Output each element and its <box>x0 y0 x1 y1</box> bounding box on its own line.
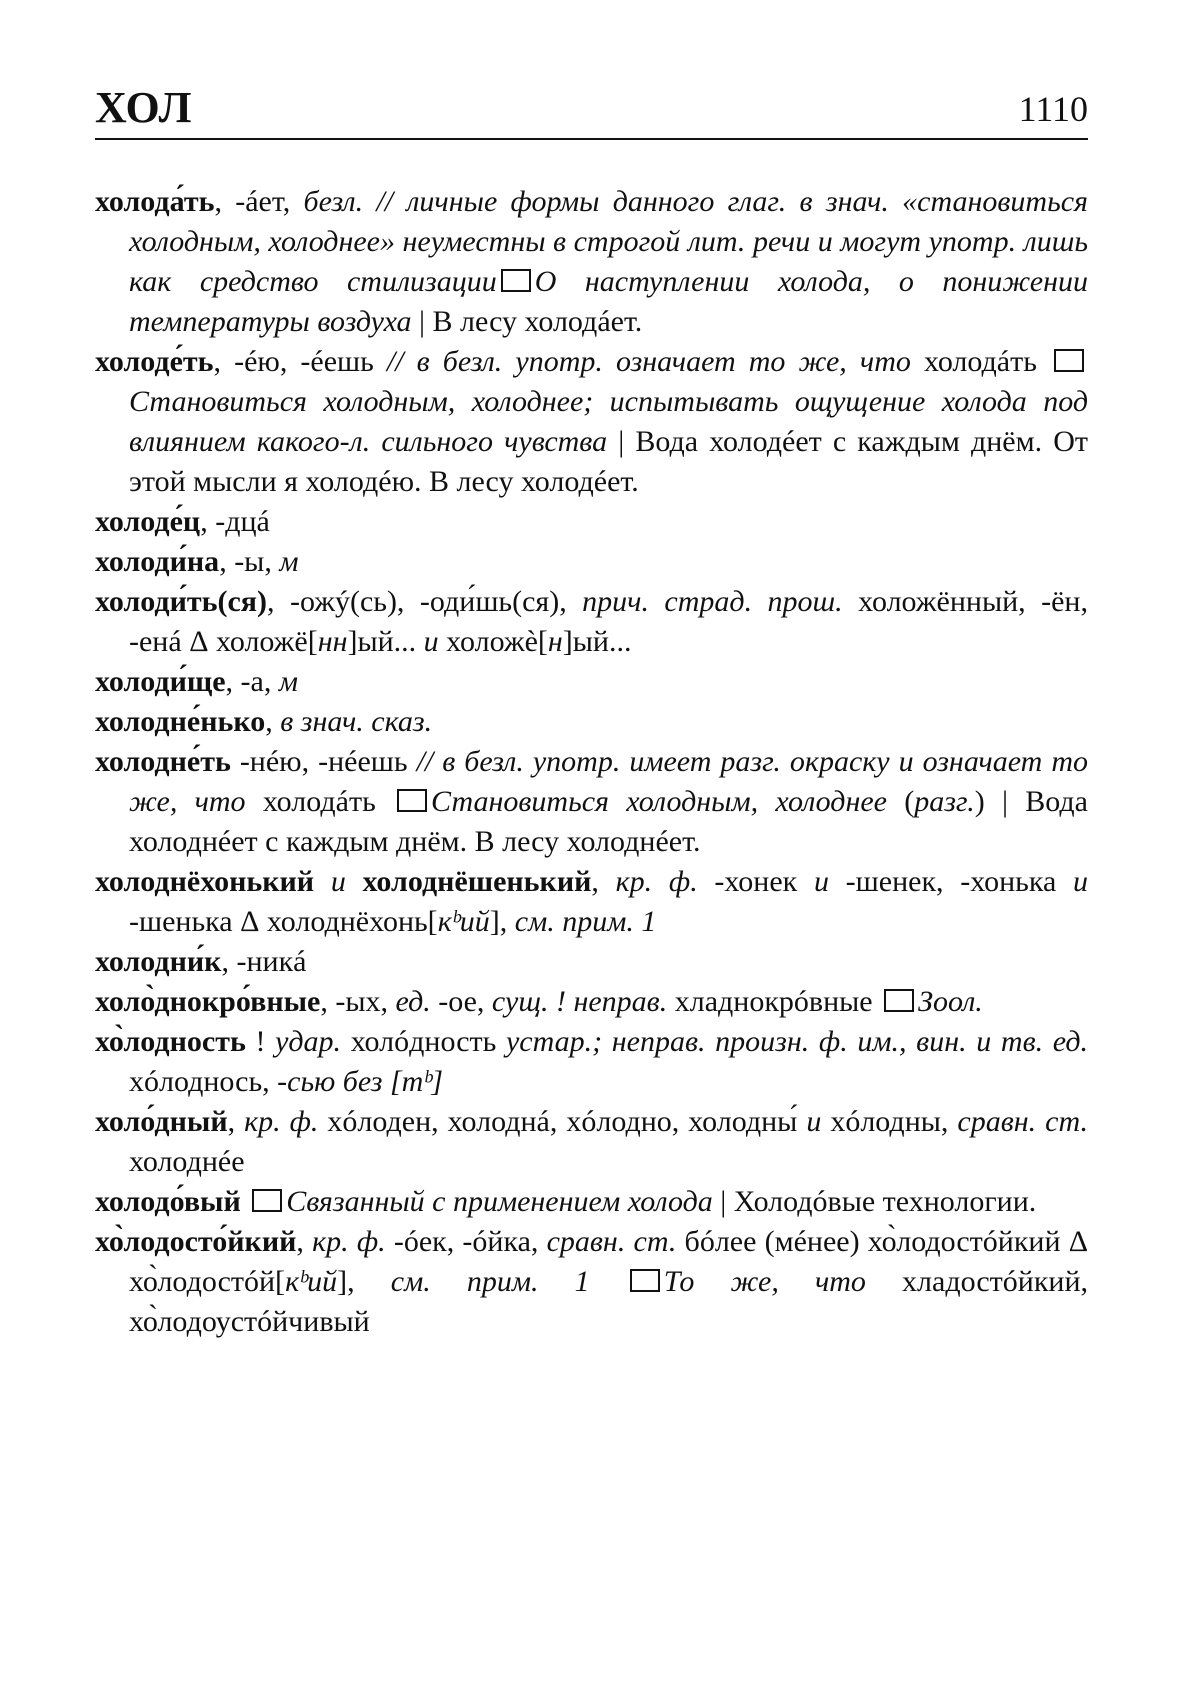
entry-headword: хо̀лодность <box>95 1025 246 1058</box>
entry-label: и <box>330 865 346 898</box>
entry-text: холóдность <box>341 1025 506 1058</box>
dictionary-entry <box>95 182 1088 342</box>
entry-label: и <box>806 1105 822 1138</box>
entry-label: см. прим. 1 <box>514 905 657 938</box>
entry-text: -óек, -óйка, <box>385 1225 547 1258</box>
entry-label: и <box>423 625 439 658</box>
box-icon <box>1054 349 1084 372</box>
entry-text <box>314 865 331 898</box>
dictionary-entries <box>95 182 1088 1342</box>
dictionary-entry <box>95 862 1088 942</box>
entry-label: нн <box>317 625 348 658</box>
entry-text: хóлодны, <box>821 1105 958 1138</box>
entry-headword: холоди́ть(ся) <box>95 585 268 618</box>
entry-text <box>346 865 363 898</box>
entry-label: безл. // личные формы данного глаг. в знач. «становиться холодным, холоднее» неуместны в строгой лит. речи и могут употр. лишь как средство стилизации <box>129 185 1089 298</box>
dictionary-entry <box>95 342 1088 502</box>
entry-headword: холоди́на <box>95 545 220 578</box>
entry-text: холоднёшенький <box>362 865 592 898</box>
entry-text: , -ы, <box>219 545 280 578</box>
entry-text: хóлоден, холоднá, хóлодно, холодны́ <box>318 1105 807 1138</box>
entry-text: , -никá <box>221 945 307 978</box>
triangle-icon: Δ <box>1068 1225 1089 1258</box>
dictionary-entry <box>95 1022 1088 1102</box>
entry-label: и <box>813 865 829 898</box>
entry-label: Становиться холодным, холоднее; испытывать ощущение холода под влиянием какого-л. сильного чувства <box>129 385 1088 458</box>
entry-text: холоднёхонь[ <box>259 905 438 938</box>
entry-headword: холо́дный <box>95 1105 228 1138</box>
triangle-icon: Δ <box>189 625 209 658</box>
entry-text: , <box>296 1225 313 1258</box>
dictionary-entry <box>95 942 1088 982</box>
page-header <box>95 82 1088 140</box>
box-icon <box>630 1269 660 1292</box>
dictionary-entry <box>95 1182 1088 1222</box>
entry-text: ! <box>245 1025 276 1058</box>
entry-text: ]ый... <box>562 625 632 658</box>
entry-text: холожённый, -ён, -енá <box>129 585 1088 658</box>
entry-text: холожѐ[ <box>438 625 548 658</box>
dictionary-entry <box>95 982 1088 1022</box>
entry-text: хладостóйкий, хо̀лодоустóйчивый <box>129 1265 1089 1338</box>
entry-label: н <box>547 625 563 658</box>
entry-text: ( <box>886 785 915 818</box>
entry-label: Становиться холодным, холоднее <box>431 785 887 818</box>
entry-text: , -ожý(сь), -оди́шь(ся), <box>267 585 583 618</box>
entry-label: ед. <box>395 985 431 1018</box>
entry-label: устар.; неправ. произн. ф. им., вин. и тв. ед. <box>505 1025 1088 1058</box>
entry-label: кр. ф. <box>615 865 698 898</box>
entry-headword: холо̀днокро́вные <box>95 985 321 1018</box>
entry-label: -сью без [тᵇ] <box>277 1065 444 1098</box>
entry-text: -нéю, -нéешь <box>230 745 417 778</box>
entry-text: хладнокрóвные <box>667 985 881 1018</box>
entry-label: см. прим. 1 <box>390 1265 590 1298</box>
entry-label: кр. ф. <box>312 1225 386 1258</box>
entry-text <box>590 1265 626 1298</box>
entry-label: // в безл. употр. означает то же, что <box>386 345 911 378</box>
entry-headword: холода́ть <box>95 185 215 218</box>
entry-text: , -а, <box>225 665 279 698</box>
page-number: 1110 <box>1018 89 1088 129</box>
entry-label: м <box>279 545 299 578</box>
entry-label: кᵇий <box>285 1265 338 1298</box>
entry-headword: холодо́вый <box>95 1185 241 1218</box>
entry-text: -шенек, -хонька <box>828 865 1074 898</box>
box-icon <box>884 989 914 1012</box>
entry-label: Зоол. <box>918 985 983 1018</box>
entry-text: , <box>227 1105 245 1138</box>
entry-text: , <box>265 705 281 738</box>
entry-text: бóлее (мéнее) хо̀лодостóйкий <box>676 1225 1069 1258</box>
entry-text: | Вода холодéет с каждым днём. От этой мысли я холодéю. В лесу холодéет. <box>129 425 1088 498</box>
entry-text: , -ых, <box>320 985 396 1018</box>
dictionary-entry <box>95 742 1088 862</box>
entry-headword: холодне́нько <box>95 705 266 738</box>
entry-label: // в безл. употр. имеет разг. окраску и означает то же, что <box>129 745 1088 818</box>
entry-text: ], <box>489 905 515 938</box>
entry-headword: холодне́ть <box>95 745 231 778</box>
entry-text: , -дцá <box>200 505 270 538</box>
entry-text: холоднéе <box>129 1145 245 1178</box>
entry-text: -шенька <box>129 905 241 938</box>
entry-label: и <box>1073 865 1089 898</box>
triangle-icon: Δ <box>240 905 260 938</box>
entry-label: м <box>278 665 299 698</box>
entry-text: хóлоднось, <box>129 1065 278 1098</box>
entry-label: сущ. ! неправ. <box>491 985 668 1018</box>
dictionary-entry <box>95 542 1088 582</box>
entry-text: | В лесу холодáет. <box>411 305 643 338</box>
entry-headword: холоде́ть <box>95 345 214 378</box>
entry-label: сравн. ст. <box>957 1105 1088 1138</box>
entry-text: холожё[ <box>208 625 318 658</box>
entry-text: ], <box>337 1265 391 1298</box>
entry-headword: холоде́ц <box>95 505 201 538</box>
entry-text: | Холодóвые технологии. <box>712 1185 1037 1218</box>
entry-label: кр. ф. <box>244 1105 319 1138</box>
entry-text: , -éю, -éешь <box>213 345 387 378</box>
entry-label: кᵇий <box>437 905 490 938</box>
entry-headword: хо̀лодосто́йкий <box>95 1225 297 1258</box>
entry-text: холодáть <box>910 345 1050 378</box>
entry-text: холодáть <box>245 785 394 818</box>
entry-headword: холоди́ще <box>95 665 226 698</box>
entry-label: прич. страд. прош. <box>582 585 843 618</box>
dictionary-entry <box>95 1102 1088 1182</box>
entry-text: , <box>591 865 616 898</box>
dictionary-entry <box>95 662 1088 702</box>
entry-text: хо̀лодостóй[ <box>129 1265 286 1298</box>
running-head: ХОЛ <box>95 83 193 132</box>
dictionary-entry <box>95 502 1088 542</box>
entry-text <box>241 1185 249 1218</box>
entry-text: ]ый... <box>347 625 424 658</box>
entry-label: То же, что <box>663 1265 866 1298</box>
dictionary-entry <box>95 582 1088 662</box>
entry-text: -ое, <box>430 985 492 1018</box>
entry-text: ) | Вода холоднéет с каждым днём. В лесу холоднéет. <box>129 785 1088 858</box>
box-icon <box>501 269 531 292</box>
entry-text: , -áет, <box>214 185 304 218</box>
box-icon <box>252 1189 282 1212</box>
entry-text: -хонек <box>697 865 814 898</box>
entry-label: сравн. ст. <box>546 1225 677 1258</box>
entry-label: в знач. сказ. <box>280 705 433 738</box>
entry-label: О наступлении холода, о понижении температуры воздуха <box>129 265 1088 338</box>
entry-label: разг. <box>914 785 975 818</box>
box-icon <box>397 789 427 812</box>
entry-label: Связанный с применением холода <box>286 1185 713 1218</box>
entry-label: удар. <box>275 1025 342 1058</box>
entry-headword: холодни́к <box>95 945 222 978</box>
entry-headword: холоднёхонький <box>95 865 315 898</box>
dictionary-entry <box>95 1222 1088 1342</box>
dictionary-entry <box>95 702 1088 742</box>
